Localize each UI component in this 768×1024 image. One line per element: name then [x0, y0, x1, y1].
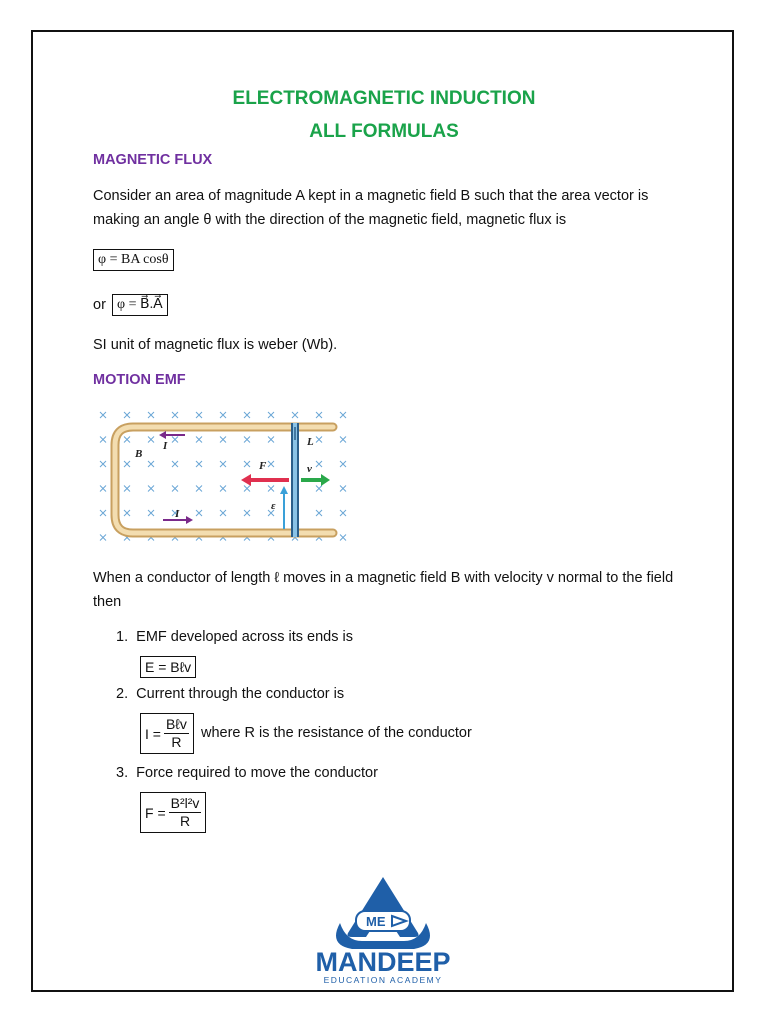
list-number: 3.	[116, 765, 129, 781]
force-lhs: F =	[145, 804, 166, 821]
or-label: or	[93, 297, 106, 313]
field-cross	[148, 486, 154, 492]
field-cross	[124, 510, 130, 516]
field-cross	[340, 461, 346, 467]
field-cross	[220, 437, 226, 443]
logo-tagline: EDUCATION ACADEMY	[323, 975, 443, 985]
field-cross	[100, 461, 106, 467]
motion-emf-diagram	[93, 405, 359, 548]
field-cross	[196, 437, 202, 443]
field-cross	[196, 510, 202, 516]
label-F: F	[259, 460, 267, 472]
field-cross	[124, 486, 130, 492]
field-cross	[316, 412, 322, 418]
field-cross	[220, 461, 226, 467]
list-text: EMF developed across its ends is	[136, 629, 353, 645]
page-subtitle: ALL FORMULAS	[309, 121, 459, 142]
list-text: Current through the conductor is	[136, 686, 345, 702]
field-cross	[316, 486, 322, 492]
label-B: B	[135, 448, 143, 460]
flux-intro: Consider an area of magnitude A kept in a magnetic field B such that the area vector is making an angle θ with the direction of the magnetic field, magnetic flux is	[93, 188, 649, 228]
page-title: ELECTROMAGNETIC INDUCTION	[232, 88, 536, 109]
field-cross	[316, 461, 322, 467]
current-formula	[140, 713, 194, 754]
field-cross	[148, 412, 154, 418]
field-cross	[196, 412, 202, 418]
field-cross	[124, 437, 130, 443]
logo-name: MANDEEP	[315, 947, 451, 977]
list-number: 2.	[116, 686, 129, 702]
current-note: where R is the resistance of the conductor	[201, 725, 472, 741]
label-I-top: I	[163, 440, 168, 452]
field-cross	[220, 486, 226, 492]
field-cross	[148, 510, 154, 516]
field-cross	[340, 437, 346, 443]
field-cross	[268, 437, 274, 443]
label-I-bottom: I	[175, 508, 180, 520]
field-cross	[148, 461, 154, 467]
list-item-2	[116, 686, 344, 702]
magnetic-flux-heading: MAGNETIC FLUX	[93, 152, 213, 168]
field-cross	[124, 412, 130, 418]
field-cross	[268, 461, 274, 467]
field-cross	[196, 461, 202, 467]
field-cross	[172, 437, 178, 443]
u-shaped-rail	[115, 427, 333, 533]
field-cross	[316, 510, 322, 516]
field-cross	[172, 461, 178, 467]
si-unit-text: SI unit of magnetic flux is weber (Wb).	[93, 337, 338, 353]
field-cross	[100, 486, 106, 492]
list-text: Force required to move the conductor	[136, 765, 378, 781]
field-cross	[244, 437, 250, 443]
field-cross	[340, 412, 346, 418]
field-cross	[220, 412, 226, 418]
logo-mark: ME	[366, 914, 386, 929]
label-L: L	[307, 436, 314, 448]
current-denominator: R	[171, 734, 182, 750]
field-cross	[196, 486, 202, 492]
motion-emf-heading: MOTION EMF	[93, 372, 186, 388]
field-cross	[172, 486, 178, 492]
field-cross	[244, 486, 250, 492]
field-cross	[100, 535, 106, 541]
motion-intro: When a conductor of length ℓ moves in a magnetic field B with velocity v normal to the field then	[93, 570, 674, 610]
field-cross	[244, 510, 250, 516]
field-cross	[268, 486, 274, 492]
list-item-1	[116, 629, 353, 645]
flux-formula-cos: φ = BA cosθ	[93, 249, 174, 271]
force-numerator: B²l²v	[170, 795, 200, 811]
field-cross	[292, 412, 298, 418]
field-cross	[244, 461, 250, 467]
current-lhs: I =	[145, 725, 161, 742]
field-cross	[340, 535, 346, 541]
field-cross	[244, 412, 250, 418]
field-cross	[100, 510, 106, 516]
flux-formula-dot: φ = B⃗.A⃗	[112, 294, 168, 316]
field-cross	[340, 486, 346, 492]
field-cross	[340, 510, 346, 516]
field-cross	[124, 461, 130, 467]
field-cross	[100, 412, 106, 418]
current-numerator: Bℓv	[165, 716, 187, 732]
field-cross	[148, 437, 154, 443]
list-item-3	[116, 765, 378, 781]
field-cross	[316, 437, 322, 443]
force-formula	[140, 792, 206, 833]
field-cross	[172, 412, 178, 418]
label-emf: ε	[271, 500, 276, 512]
force-denominator: R	[179, 813, 191, 829]
academy-logo	[308, 875, 458, 987]
emf-formula: E = Bℓv	[140, 656, 196, 678]
field-cross	[220, 510, 226, 516]
list-number: 1.	[116, 629, 129, 645]
field-cross	[100, 437, 106, 443]
label-v: v	[307, 463, 312, 475]
field-cross	[268, 412, 274, 418]
